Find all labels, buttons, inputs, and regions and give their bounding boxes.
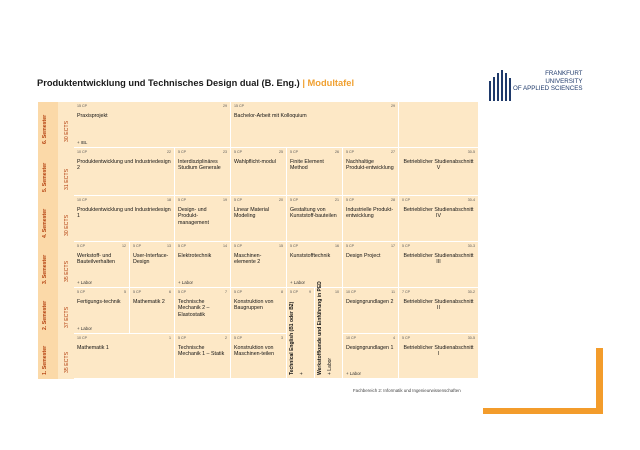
module-number: 30-2 — [467, 290, 475, 294]
module-cp: 5 CP — [234, 150, 242, 154]
module-cp: 15 CP — [77, 104, 87, 108]
module-werkstoff-bauteil[interactable] — [74, 242, 130, 288]
module-betrieb-4[interactable] — [399, 196, 479, 242]
ects-4 — [58, 196, 75, 243]
module-tm1[interactable] — [175, 334, 231, 379]
module-studium-generale[interactable] — [175, 148, 231, 196]
module-name: Werkstoffkunde und Einführung in PED — [317, 281, 323, 375]
module-number: 11 — [391, 290, 395, 294]
module-cp: 5 CP — [178, 290, 186, 294]
ects-label: 30 ECTS — [64, 214, 70, 236]
semester-label: 6. Semester — [42, 114, 48, 144]
module-cp: 5 CP — [346, 244, 354, 248]
module-designgrundlagen-2[interactable] — [343, 288, 399, 334]
module-name: Kunststofftechnik — [290, 253, 331, 259]
footer-text: Fachbereich 2: Informatik und Ingenieurwissenschaften — [353, 388, 461, 393]
ects-label: 35 ECTS — [64, 260, 70, 282]
module-note: + Labor — [290, 280, 306, 285]
module-name: Betrieblicher Studienabschnitt V — [403, 159, 474, 172]
module-cp: 5 CP — [77, 244, 85, 248]
module-name: Produktentwicklung und Industriedesign 1 — [77, 207, 171, 220]
logo-line-2: UNIVERSITY — [545, 77, 583, 85]
module-cp: 7 CP — [402, 290, 410, 294]
module-maschinenteile[interactable] — [231, 334, 287, 379]
module-name: Mathematik 1 — [77, 345, 109, 351]
module-name: Gestaltung von Kunststoff-bauteilen — [290, 207, 337, 220]
module-pid2[interactable] — [74, 148, 175, 196]
module-number: 26 — [335, 150, 339, 154]
module-praxisprojekt[interactable] — [74, 102, 231, 148]
module-name: Praxisprojekt — [77, 113, 108, 119]
module-number: 30-3 — [467, 244, 475, 248]
module-name: Maschinen-elemente 2 — [234, 253, 262, 266]
module-number: 2 — [225, 336, 227, 340]
module-number: 30-5 — [467, 336, 475, 340]
module-name: Betrieblicher Studienabschnitt II — [403, 299, 474, 312]
module-number: 20 — [279, 198, 283, 202]
module-technical-english[interactable] — [287, 288, 315, 379]
module-number: 30-4 — [467, 198, 475, 202]
module-number: 9 — [309, 290, 311, 294]
module-number: 4 — [393, 336, 395, 340]
module-number: 27 — [391, 150, 395, 154]
module-name: Design- und Produkt-management — [178, 207, 209, 226]
module-cp: 10 CP — [77, 150, 87, 154]
module-number: 3 — [281, 336, 283, 340]
ects-label: 30 ECTS — [64, 120, 70, 142]
module-number: 17 — [391, 244, 395, 248]
module-cp: 5 CP — [133, 290, 141, 294]
module-cp: 10 CP — [77, 198, 87, 202]
module-name: Bachelor-Arbeit mit Kolloquium — [234, 113, 307, 119]
module-cp: 5 CP — [234, 198, 242, 202]
module-name: Design Project — [346, 253, 381, 259]
semester-label: 1. Semester — [42, 345, 48, 375]
module-number: 23 — [223, 150, 227, 154]
module-note: + Labor — [77, 326, 93, 331]
module-number: 15 — [279, 244, 283, 248]
module-maschinenelemente-2[interactable] — [231, 242, 287, 288]
module-number: 10 — [335, 290, 339, 294]
module-cp: 5 CP — [290, 244, 298, 248]
module-cp: 5 CP — [178, 198, 186, 202]
module-name: Technische Mechanik 1 – Statik — [178, 345, 225, 358]
module-elektrotechnik[interactable] — [175, 242, 231, 288]
module-note: + Labor — [327, 357, 333, 375]
module-industrielle[interactable] — [343, 196, 399, 242]
module-bachelor-arbeit[interactable] — [231, 102, 399, 148]
module-cp: 5 CP — [178, 150, 186, 154]
module-cp: 5 CP — [133, 244, 141, 248]
ects-2 — [58, 288, 75, 335]
module-number: 30-5 — [467, 150, 475, 154]
module-designgrundlagen-1[interactable] — [343, 334, 399, 379]
module-note: + Labor — [178, 280, 194, 285]
module-betrieb-3[interactable] — [399, 242, 479, 288]
ects-5 — [58, 148, 75, 197]
module-number: 14 — [223, 244, 227, 248]
module-number: 7 — [225, 290, 227, 294]
logo-line-1: FRANKFURT — [545, 70, 583, 77]
module-number: 6 — [169, 290, 171, 294]
module-cp: 5 CP — [402, 244, 410, 248]
module-pid1[interactable] — [74, 196, 175, 242]
module-number: 18 — [167, 198, 171, 202]
module-name: Technical English (B1 oder B2) — [289, 301, 295, 375]
module-name: User-Interface-Design — [133, 253, 169, 266]
module-betrieb-1[interactable] — [399, 334, 479, 379]
module-wahlpflicht[interactable] — [231, 148, 287, 196]
module-name: Wahlpflicht-modul — [234, 159, 276, 165]
ects-3 — [58, 242, 75, 289]
module-cp: 5 CP — [178, 244, 186, 248]
module-name: Konstruktion von Maschinen-teilen — [234, 345, 275, 358]
ects-label: 31 ECTS — [64, 168, 70, 190]
module-name: Werkstoff- und Bauteilverhalten — [77, 253, 115, 266]
module-cp: 5 CP — [402, 336, 410, 340]
module-note: + Labor — [346, 371, 362, 376]
module-name: Fertigungs-technik — [77, 299, 121, 305]
module-betrieb-2[interactable] — [399, 288, 479, 334]
module-nachhaltige[interactable] — [343, 148, 399, 196]
semester-label: 2. Semester — [42, 300, 48, 330]
module-cp: 5 CP — [290, 150, 298, 154]
module-cp: 5 CP — [290, 290, 298, 294]
module-fertigungstechnik[interactable] — [74, 288, 130, 334]
module-cp: 5 CP — [234, 290, 242, 294]
module-name: Designgrundlagen 2 — [346, 299, 394, 305]
module-kunststoffbauteile[interactable] — [287, 196, 343, 242]
title-text: Produktentwicklung und Technisches Design dual (B. Eng.) — [37, 78, 300, 88]
module-name: Mathematik 2 — [133, 299, 165, 305]
module-number: 13 — [167, 244, 171, 248]
module-linear-material[interactable] — [231, 196, 287, 242]
module-baugruppen[interactable] — [231, 288, 287, 334]
module-werkstoffkunde[interactable] — [315, 281, 343, 379]
module-grid — [38, 102, 479, 379]
module-number: 19 — [223, 198, 227, 202]
module-cp: 5 CP — [346, 198, 354, 202]
module-tm2[interactable] — [175, 288, 231, 334]
module-design-management[interactable] — [175, 196, 231, 242]
module-cp: 10 CP — [77, 336, 87, 340]
page-title — [37, 78, 354, 88]
module-betrieb-5[interactable] — [399, 148, 479, 196]
module-number: 21 — [335, 198, 339, 202]
module-cp: 5 CP — [234, 336, 242, 340]
module-name: Designgrundlagen 1 — [346, 345, 394, 351]
module-number: 25 — [279, 150, 283, 154]
module-number: 28 — [391, 198, 395, 202]
module-cp: 5 CP — [178, 336, 186, 340]
module-name: Finite Element Method — [290, 159, 324, 172]
module-number: 8 — [281, 290, 283, 294]
module-number: 12 — [122, 244, 126, 248]
module-kunststofftechnik[interactable] — [287, 242, 343, 288]
module-number: 1 — [169, 336, 171, 340]
module-name: Produktentwicklung und Industriedesign 2 — [77, 159, 171, 172]
module-number: 22 — [167, 150, 171, 154]
module-mathematik-2[interactable] — [130, 288, 175, 334]
semester-label: 3. Semester — [42, 254, 48, 284]
module-cp: 5 CP — [290, 198, 298, 202]
title-separator: | — [302, 78, 305, 88]
module-cp: 5 CP — [77, 290, 85, 294]
accent-bar-vertical — [596, 348, 603, 414]
module-name: Linear Material Modeling — [234, 207, 270, 220]
module-note: + — [299, 372, 305, 375]
module-name: Nachhaltige Produkt-entwicklung — [346, 159, 394, 172]
semester-label: 5. Semester — [42, 162, 48, 192]
module-fem[interactable] — [287, 148, 343, 196]
module-name: Technische Mechanik 2 – Elastostatik — [178, 299, 210, 318]
ects-label: 35 ECTS — [64, 351, 70, 373]
module-name: Betrieblicher Studienabschnitt III — [403, 253, 474, 266]
module-number: 5 — [124, 290, 126, 294]
module-cp: 10 CP — [346, 290, 356, 294]
title-subtitle: Modultafel — [307, 78, 355, 88]
module-mathematik-1[interactable] — [74, 334, 175, 379]
ects-1 — [58, 334, 75, 380]
logo-text — [513, 70, 582, 93]
module-cp: 10 CP — [346, 336, 356, 340]
module-name: Industrielle Produkt-entwicklung — [346, 207, 394, 220]
module-number: 16 — [335, 244, 339, 248]
module-cp: 5 CP — [234, 244, 242, 248]
module-cp: 0 CP — [402, 198, 410, 202]
module-ui-design[interactable] — [130, 242, 175, 288]
module-name: Betrieblicher Studienabschnitt IV — [403, 207, 474, 220]
ects-label: 37 ECTS — [64, 306, 70, 328]
accent-bar-horizontal — [483, 408, 603, 414]
module-design-project[interactable] — [343, 242, 399, 288]
module-note: + IBL — [77, 140, 88, 145]
module-name: Betrieblicher Studienabschnitt I — [403, 345, 474, 358]
module-name: Interdisziplinäres Studium Generale — [178, 159, 221, 172]
module-note: + Labor — [77, 280, 93, 285]
semester-1 — [38, 334, 59, 380]
module-cp: 15 CP — [234, 104, 244, 108]
module-cp: 5 CP — [346, 150, 354, 154]
module-number: 29 — [223, 104, 227, 108]
ects-6 — [58, 102, 75, 149]
logo-line-3: OF APPLIED SCIENCES — [513, 85, 583, 92]
module-name: Elektrotechnik — [178, 253, 212, 259]
module-number: 29 — [391, 104, 395, 108]
empty-cell — [399, 102, 479, 148]
module-name: Konstruktion von Baugruppen — [234, 299, 274, 312]
semester-label: 4. Semester — [42, 208, 48, 238]
